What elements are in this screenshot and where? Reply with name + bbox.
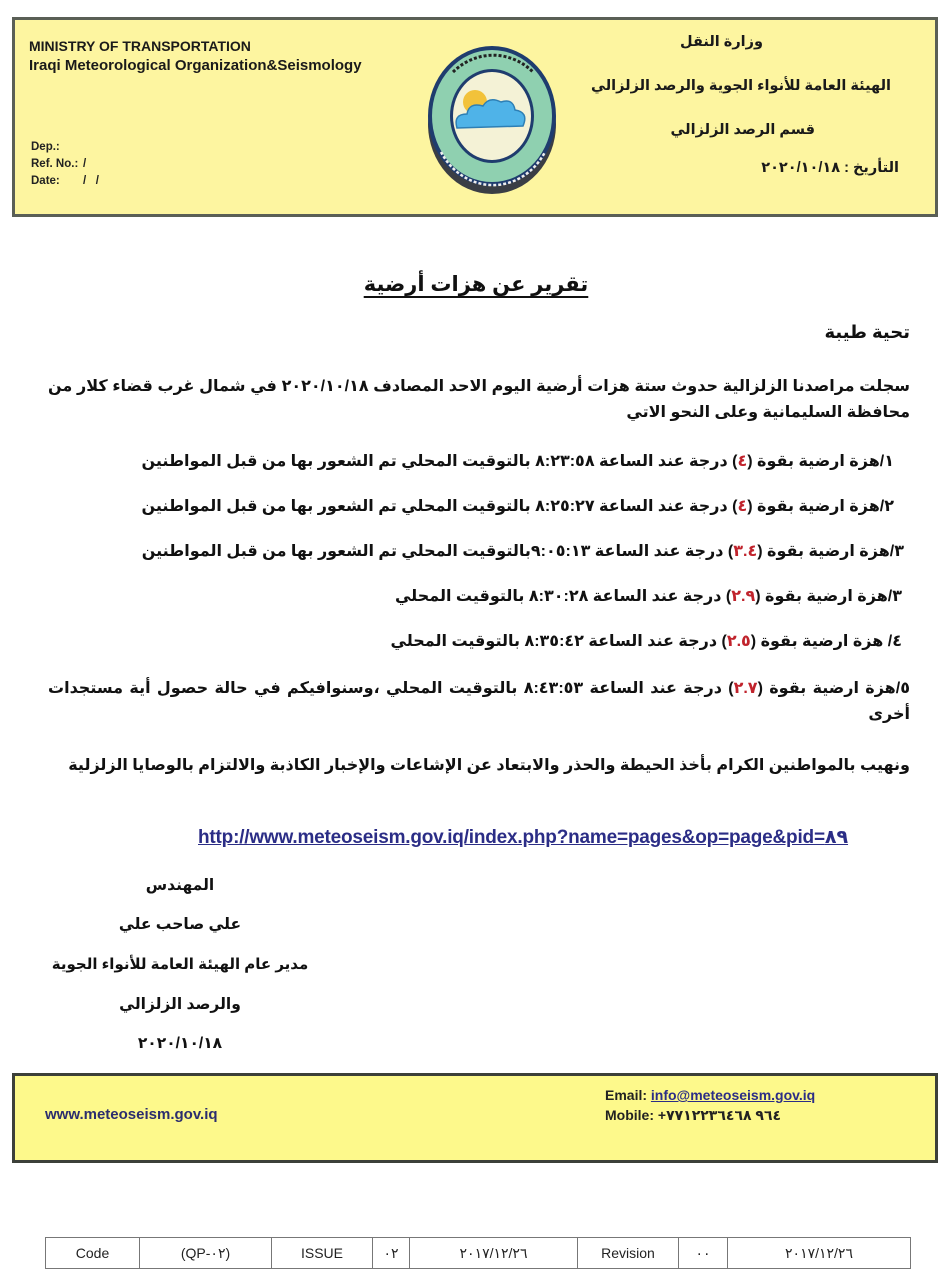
organization-page-link[interactable]: http://www.meteoseism.gov.iq/index.php?name=pages&op=page&pid=٨٩ [198, 827, 849, 848]
footer-contact-box [12, 1073, 938, 1163]
header-date-ar: التأريخ : ٢٠٢٠/١٠/١٨ [761, 160, 899, 176]
event-magnitude: ٢.٥ [726, 633, 751, 650]
event-magnitude: ٤ [737, 498, 748, 515]
organization-seal-icon [423, 32, 561, 204]
event-item: ٣/هزة ارضية بقوة (٢.٩) درجة عند الساعة ٨:٣٠:٢٨ بالتوقيت المحلي [394, 588, 902, 605]
ref-no-field: Ref. No.: / [31, 158, 87, 170]
letterhead [12, 17, 938, 217]
document-control-table [45, 1237, 911, 1269]
issue-value: ٠٢ [373, 1238, 410, 1269]
event-item: ٣/هزة ارضية بقوة (٣.٤) درجة عند الساعة ٩:٠٥:١٣بالتوقيت المحلي تم الشعور بها من قبل المواطنين [141, 543, 904, 560]
mobile-line: Mobile: +٩٦٤ ٧٧١٢٢٣٦٤٦٨ [605, 1107, 782, 1123]
revision-label: Revision [578, 1238, 679, 1269]
email-line: Email: info@meteoseism.gov.iq [605, 1087, 816, 1103]
date-field: Date: / / [31, 175, 99, 187]
code-value: (QP-٠٢) [140, 1238, 272, 1269]
event-magnitude: ٢.٩ [731, 588, 756, 605]
department-name-ar: قسم الرصد الزلزالي [670, 122, 815, 138]
revision-date: ٢٠١٧/١٢/٢٦ [728, 1238, 911, 1269]
intro-paragraph: سجلت مراصدنا الزلزالية حدوث ستة هزات أرضية اليوم الاحد المصادف ٢٠٢٠/١٠/١٨ في شمال غرب قضاء كلار من محافظة السليمانية وعلى النحو الاتي [48, 378, 911, 421]
issue-label: ISSUE [272, 1238, 373, 1269]
ministry-name-ar: وزارة النقل [680, 34, 763, 50]
reference-meta [31, 139, 99, 190]
email-link[interactable]: info@meteoseism.gov.iq [650, 1087, 816, 1103]
event-item: ٤/ هزة ارضية بقوة (٢.٥) درجة عند الساعة ٨:٣٥:٤٢ بالتوقيت المحلي [390, 633, 902, 650]
issue-date: ٢٠١٧/١٢/٢٦ [410, 1238, 578, 1269]
advice-paragraph: ونهيب بالمواطنين الكرام بأخذ الحيطة والحذر والابتعاد عن الإشاعات والإخبار الكاذبة والالتزام بالوصايا الزلزلية [68, 757, 910, 774]
ministry-name-en: MINISTRY OF TRANSPORTATION [29, 38, 251, 54]
footer-contact [605, 1085, 815, 1125]
event-magnitude: ٣.٤ [733, 543, 758, 560]
signature-title: المهندس [145, 877, 215, 894]
event-item: ٢/هزة ارضية بقوة (٤) درجة عند الساعة ٨:٢٥:٢٧ بالتوقيت المحلي تم الشعور بها من قبل المواطنين [141, 498, 894, 515]
revision-value: ٠٠ [679, 1238, 728, 1269]
signature-name: علي صاحب علي [118, 916, 242, 933]
signature-position-cont: والرصد الزلزالي [119, 996, 241, 1013]
signature-date: ٢٠٢٠/١٠/١٨ [137, 1035, 223, 1052]
report-title: تقرير عن هزات أرضية [363, 273, 589, 296]
mobile-number: +٩٦٤ ٧٧١٢٢٣٦٤٦٨ [657, 1107, 782, 1123]
footer-website[interactable]: www.meteoseism.gov.iq [45, 1106, 218, 1123]
event-item: ١/هزة ارضية بقوة (٤) درجة عند الساعة ٨:٢٣:٥٨ بالتوقيت المحلي تم الشعور بها من قبل المواطنين [141, 453, 894, 470]
signature-position: مدير عام الهيئة العامة للأنواء الجوية [51, 956, 309, 973]
code-label: Code [46, 1238, 140, 1269]
greeting: تحية طيبة [824, 322, 910, 342]
event-magnitude: ٢.٧ [733, 680, 758, 697]
organization-name-ar: الهيئة العامة للأنواء الجوية والرصد الزلزالي [591, 78, 891, 94]
event-item: ٥/هزة ارضية بقوة (٢.٧) درجة عند الساعة ٨:٤٣:٥٣ بالتوقيت المحلي ،وسنوافيكم في حالة حصول أية مستجدات أخرى [48, 680, 910, 723]
dep-field: Dep.: [31, 141, 60, 153]
event-magnitude: ٤ [737, 453, 748, 470]
table-row [46, 1238, 911, 1269]
organization-name-en: Iraqi Meteorological Organization&Seismology [29, 57, 362, 74]
